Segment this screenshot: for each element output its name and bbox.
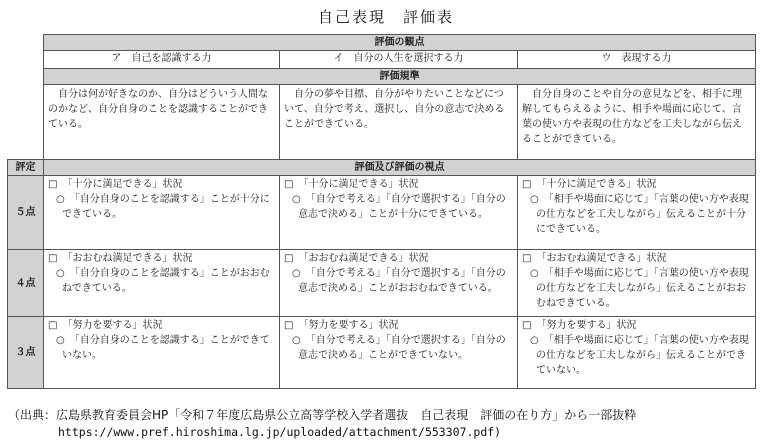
evaluation-table <box>7 34 756 389</box>
status-label: □ 「努力を要する」状況 <box>48 320 163 331</box>
criteria-cell <box>44 176 280 250</box>
status-label: □ 「努力を要する」状況 <box>284 320 399 331</box>
standard-u-text: 自分自身のことや自分の意見などを、相手に理解してもらえるように、相手や場面に応じて、言葉の使い方や表現の仕方などを工夫しながら伝えることができている。 <box>522 89 742 145</box>
standard-a <box>44 85 280 160</box>
standard-header: 評価規準 <box>44 69 756 85</box>
source-citation <box>8 407 772 441</box>
status-label: □ 「努力を要する」状況 <box>522 320 637 331</box>
status-label: □ 「おおむね満足できる」状況 <box>522 253 667 264</box>
status-label: □ 「おおむね満足できる」状況 <box>284 253 429 264</box>
criteria-cell <box>280 176 518 250</box>
criteria-cell <box>280 250 518 317</box>
viewpoint-header: 評価の観点 <box>44 35 756 51</box>
standard-a-text: 自分は何が好きなのか、自分はどういう人間なのかなど、自分自身のことを認識することができている。 <box>48 89 268 130</box>
rating-header: 評定 <box>8 160 44 176</box>
status-label: □ 「十分に満足できる」状況 <box>284 179 419 190</box>
criteria-text: ○ 「自分自身のことを認識する」ことがおおむねできている。 <box>56 268 270 294</box>
status-label: □ 「十分に満足できる」状況 <box>522 179 657 190</box>
criteria-text: ○ 「自分で考える」「自分で選択する」「自分の意志で決める」ことができていない。 <box>292 335 506 361</box>
status-label: □ 「おおむね満足できる」状況 <box>48 253 193 264</box>
table-row <box>8 250 756 317</box>
criteria-text: ○ 「自分で考える」「自分で選択する」「自分の意志で決める」ことがおおむねできている。 <box>292 268 506 294</box>
criteria-text: ○ 「自分自身のことを認識する」ことが十分にできている。 <box>56 194 270 220</box>
source-url: https://www.pref.hiroshima.lg.jp/uploaded/attachment/553307.pdf) <box>58 425 502 439</box>
source-line: （出典：広島県教育委員会HP「令和７年度広島県公立高等学校入学者選抜 自己表現 評価の在り方」から一部抜粋 <box>8 408 637 422</box>
score-5: ５点 <box>8 176 44 250</box>
document-title: 自己表現 評価表 <box>317 8 454 26</box>
table-row <box>8 176 756 250</box>
criteria-text: ○ 「相手や場面に応じて」「言葉の使い方や表現の仕方などを工夫しながら」伝えることができていない。 <box>530 335 749 376</box>
standard-u <box>518 85 756 160</box>
criteria-text: ○ 「自分自身のことを認識する」ことができていない。 <box>56 335 270 361</box>
viewpoint-u: ウ 表現する力 <box>518 51 756 69</box>
criteria-text: ○ 「自分で考える」「自分で選択する」「自分の意志で決める」ことが十分にできている。 <box>292 194 506 220</box>
criteria-text: ○ 「相手や場面に応じて」「言葉の使い方や表現の仕方などを工夫しながら」伝えることがおおむねできている。 <box>530 268 749 309</box>
status-label: □ 「十分に満足できる」状況 <box>48 179 183 190</box>
criteria-cell <box>280 317 518 389</box>
viewpoint-a: ア 自己を認識する力 <box>44 51 280 69</box>
criteria-text: ○ 「相手や場面に応じて」「言葉の使い方や表現の仕方などを工夫しながら」伝えることが十分にできている。 <box>530 194 749 235</box>
criteria-header: 評価及び評価の視点 <box>44 160 756 176</box>
criteria-cell <box>44 250 280 317</box>
criteria-cell <box>518 250 756 317</box>
viewpoint-i: イ 自分の人生を選択する力 <box>280 51 518 69</box>
score-4: ４点 <box>8 250 44 317</box>
criteria-cell <box>518 176 756 250</box>
criteria-cell <box>518 317 756 389</box>
criteria-cell <box>44 317 280 389</box>
standard-i <box>280 85 518 160</box>
table-row <box>8 317 756 389</box>
score-3: ３点 <box>8 317 44 389</box>
standard-i-text: 自分の夢や目標、自分がやりたいことなどについて、自分で考え、選択し、自分の意志で決めることができている。 <box>284 89 505 130</box>
